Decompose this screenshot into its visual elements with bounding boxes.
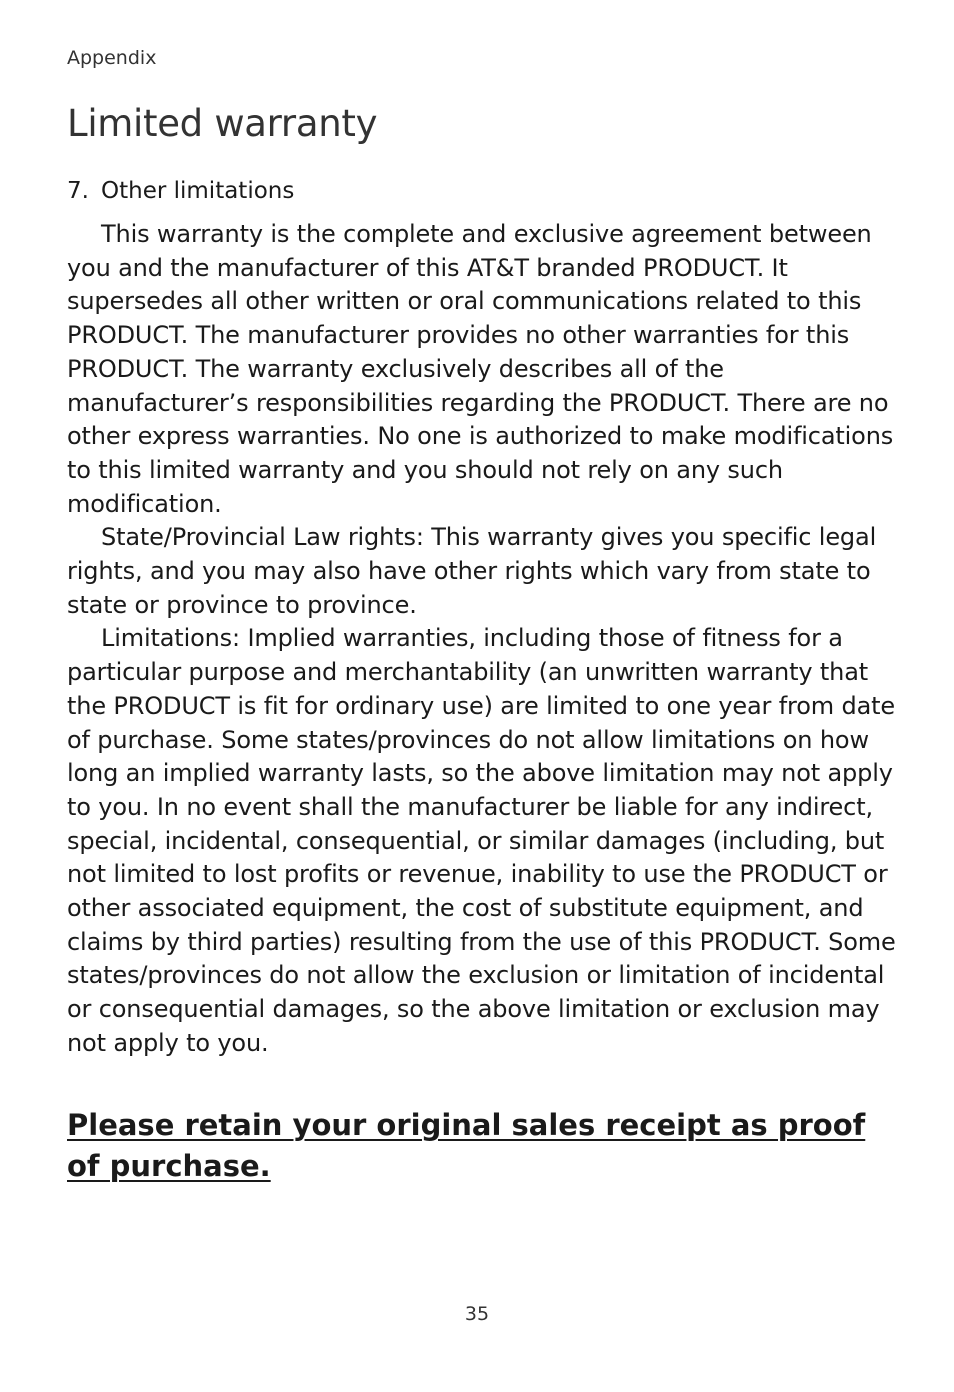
section-label: Appendix: [67, 47, 157, 69]
subsection-heading: [67, 178, 294, 204]
paragraph-agreement: This warranty is the complete and exclusive agreement between you and the manufacturer of this AT&T branded PRODUCT. It supersedes all other written or oral communications related to this PRODUCT. The manufacturer provides no other warranties for this PRODUCT. The warranty exclusively describes all of the manufacturer’s responsibilities regarding the PRODUCT. There are no other express warranties. No one is authorized to make modifications to this limited warranty and you should not rely on any such modification.: [67, 220, 894, 518]
subsection-title: Other limitations: [101, 178, 295, 204]
warranty-body: [67, 218, 901, 1061]
page-number: 35: [464, 1303, 490, 1325]
paragraph-limitations: Limitations: Implied warranties, including those of fitness for a particular purpose and merchantability (an unwritten warranty that the PRODUCT is fit for ordinary use) are limited to one year from date of purchase. Some states/provinces do not allow limitations on how long an implied warranty lasts, so the above limitation may not apply to you. In no event shall the manufacturer be liable for any indirect, special, incidental, consequential, or similar damages (including, but not limited to lost profits or revenue, inability to use the PRODUCT or other associated equipment, the cost of substitute equipment, and claims by third parties) resulting from the use of this PRODUCT. Some states/provinces do not allow the exclusion or limitation of incidental or consequential damages, so the above limitation or exclusion may not apply to you.: [67, 624, 896, 1057]
subsection-number: 7.: [67, 178, 89, 204]
paragraph-law-rights: State/Provincial Law rights: This warranty gives you specific legal rights, and you may also have other rights which vary from state to state or province to province.: [67, 523, 877, 619]
receipt-notice: Please retain your original sales receipt as proof of purchase.: [67, 1108, 866, 1183]
page-title: Limited warranty: [67, 102, 378, 145]
